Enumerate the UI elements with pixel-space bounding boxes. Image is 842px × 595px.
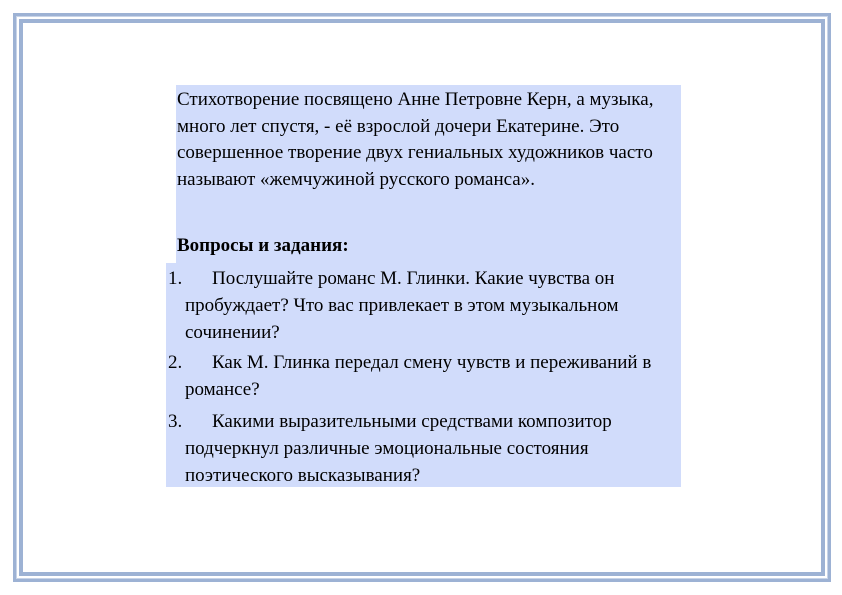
list-item (166, 265, 681, 346)
list-item-number: 2. (168, 352, 183, 373)
list-item-number: 3. (168, 411, 183, 432)
list-item (166, 349, 681, 403)
list-item (166, 408, 681, 489)
questions-heading: Вопросы и задания: (177, 235, 349, 256)
questions-heading-block (176, 230, 681, 263)
intro-block (176, 85, 681, 230)
list-item-number: 1. (168, 268, 183, 289)
list-item-text: Послушайте романс М. Глинки. Какие чувства он пробуждает? Что вас привлекает в этом музыкальном сочинении? (185, 268, 619, 343)
intro-paragraph: Стихотворение посвящено Анне Петровне Керн, а музыка, много лет спустя, - её взрослой дочери Екатерине. Это совершенное творение двух гениальных художников часто называют «жемчужиной русского романса». (177, 89, 654, 190)
list-item-text: Как М. Глинка передал смену чувств и переживаний в романсе? (185, 352, 652, 400)
list-item-text: Какими выразительными средствами композитор подчеркнул различные эмоциональные состояния поэтического высказывания? (185, 411, 612, 486)
